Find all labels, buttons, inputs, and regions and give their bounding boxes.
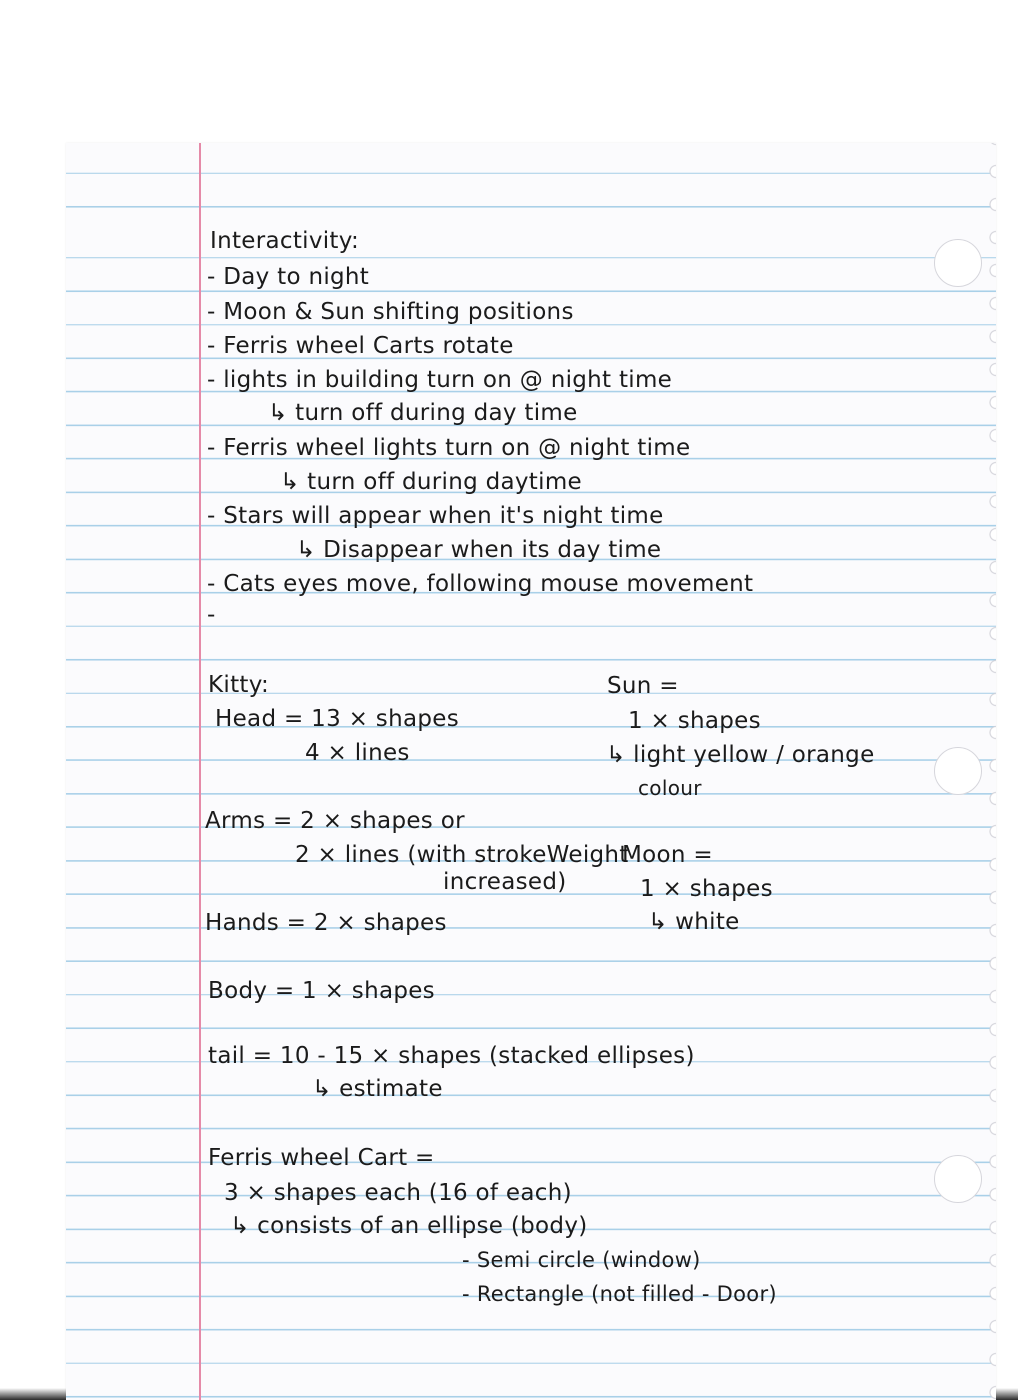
kitty-head: Head = 13 × shapes xyxy=(215,706,459,732)
margin-line xyxy=(199,143,201,1400)
sun-shapes: 1 × shapes xyxy=(628,708,761,734)
kitty-head-lines: 4 × lines xyxy=(305,740,410,766)
kitty-hands: Hands = 2 × shapes xyxy=(205,910,447,936)
sun-colour: ↳ light yellow / orange xyxy=(606,742,875,768)
interactivity-item: - Ferris wheel Carts rotate xyxy=(207,333,514,359)
cart-heading: Ferris wheel Cart = xyxy=(208,1145,435,1171)
kitty-arms: Arms = 2 × shapes or xyxy=(205,808,465,834)
kitty-tail-note: ↳ estimate xyxy=(312,1076,443,1102)
interactivity-subitem: ↳ turn off during day time xyxy=(268,400,578,426)
interactivity-item: - xyxy=(207,602,216,628)
kitty-body: Body = 1 × shapes xyxy=(208,978,435,1004)
interactivity-heading: Interactivity: xyxy=(210,228,360,254)
interactivity-item: - Ferris wheel lights turn on @ night time xyxy=(207,435,691,461)
cart-count: 3 × shapes each (16 of each) xyxy=(224,1180,572,1206)
moon-heading: Moon = xyxy=(622,842,713,868)
notebook-page xyxy=(66,143,996,1400)
sun-heading: Sun = xyxy=(607,673,679,699)
binder-hole-bottom xyxy=(934,1155,982,1203)
interactivity-item: - lights in building turn on @ night time xyxy=(207,367,673,393)
interactivity-item: - Stars will appear when it's night time xyxy=(207,503,664,529)
kitty-arms-alt: 2 × lines (with strokeWeight xyxy=(295,842,629,868)
kitty-heading: Kitty: xyxy=(208,672,269,698)
interactivity-subitem: ↳ turn off during daytime xyxy=(280,469,582,495)
moon-colour: ↳ white xyxy=(648,909,740,935)
kitty-arms-alt2: increased) xyxy=(443,869,567,895)
cart-consists: ↳ consists of an ellipse (body) xyxy=(230,1213,588,1239)
cart-door: - Rectangle (not filled - Door) xyxy=(462,1282,777,1306)
moon-shapes: 1 × shapes xyxy=(640,876,773,902)
binder-hole-middle xyxy=(934,747,982,795)
interactivity-item: - Moon & Sun shifting positions xyxy=(207,299,574,325)
interactivity-subitem: ↳ Disappear when its day time xyxy=(296,537,662,563)
kitty-tail: tail = 10 - 15 × shapes (stacked ellipses) xyxy=(208,1043,695,1069)
cart-window: - Semi circle (window) xyxy=(462,1248,701,1272)
interactivity-item: - Cats eyes move, following mouse movement xyxy=(207,571,754,597)
sun-colour-2: colour xyxy=(638,776,702,800)
binder-hole-top xyxy=(934,239,982,287)
interactivity-item: - Day to night xyxy=(207,264,370,290)
